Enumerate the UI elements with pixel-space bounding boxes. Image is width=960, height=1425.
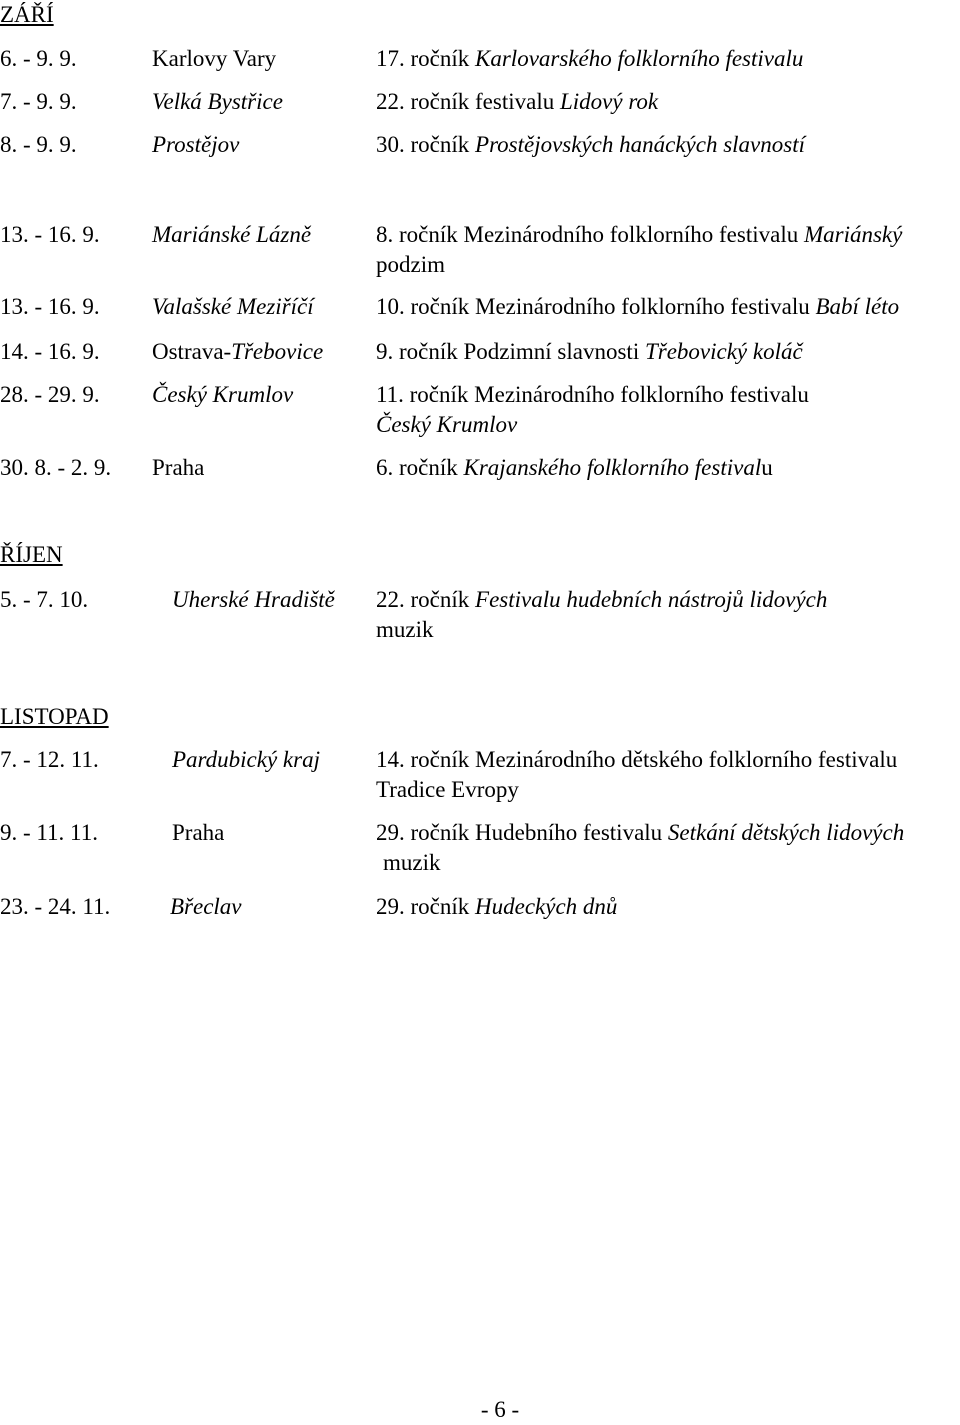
desc-segment: Setkání dětských lidových [667, 820, 905, 845]
event-date: 6. - 9. 9. [0, 46, 77, 71]
month-heading-rijen: ŘÍJEN [0, 542, 63, 567]
event-date: 7. - 9. 9. [0, 89, 77, 114]
event-date: 28. - 29. 9. [0, 382, 100, 407]
event-description [376, 892, 617, 922]
event-date: 30. 8. - 2. 9. [0, 455, 112, 480]
desc-segment: Prostějovských hanáckých slavností [475, 132, 806, 157]
event-place: Uherské Hradiště [172, 587, 335, 612]
event-place: Velká Bystřice [152, 89, 283, 114]
desc-segment: u [761, 455, 773, 480]
event-place: Praha [172, 820, 225, 845]
event-description [376, 585, 827, 615]
desc-segment: 9. ročník Podzimní slavnosti [376, 339, 645, 364]
month-heading-listopad: LISTOPAD [0, 704, 109, 729]
event-place: Pardubický kraj [172, 747, 320, 772]
desc-segment: 29. ročník Hudebního festivalu [376, 820, 668, 845]
desc-segment: Krajanského folklorního festival [463, 455, 762, 480]
event-description [376, 453, 773, 483]
desc-segment: 22. ročník festivalu [376, 89, 560, 114]
event-date: 8. - 9. 9. [0, 132, 77, 157]
desc-segment: 29. ročník [376, 894, 476, 919]
event-date: 13. - 16. 9. [0, 294, 100, 319]
event-date: 9. - 11. 11. [0, 820, 98, 845]
event-description-continued: muzik [383, 850, 441, 875]
event-place: Prostějov [152, 132, 240, 157]
event-place: Praha [152, 455, 205, 480]
page-number: - 6 - [480, 1397, 520, 1422]
event-place: Valašské Meziříčí [152, 294, 314, 319]
event-description-continued: Český Krumlov [376, 412, 518, 437]
desc-segment: 30. ročník [376, 132, 476, 157]
month-heading-zari: ZÁŘÍ [0, 2, 54, 27]
event-place: Mariánské Lázně [152, 222, 312, 247]
event-description: 11. ročník Mezinárodního folklorního festivalu [376, 382, 809, 407]
desc-segment: Mariánský [803, 222, 903, 247]
desc-segment: 8. ročník Mezinárodního folklorního festivalu [376, 222, 804, 247]
desc-segment: Hudeckých dnů [475, 894, 618, 919]
event-description [376, 220, 902, 250]
event-description [376, 337, 803, 367]
event-description-continued: muzik [376, 617, 434, 642]
desc-segment: Lidový rok [559, 89, 659, 114]
desc-segment: 17. ročník [376, 46, 476, 71]
desc-segment: 10. ročník Mezinárodního folklorního festivalu [376, 294, 816, 319]
event-date: 13. - 16. 9. [0, 222, 100, 247]
event-description [376, 818, 904, 848]
event-description [376, 292, 899, 322]
event-date: 14. - 16. 9. [0, 339, 100, 364]
event-date: 5. - 7. 10. [0, 587, 89, 612]
event-description [376, 87, 658, 117]
desc-segment: Karlovarského folklorního festivalu [475, 46, 804, 71]
desc-segment: Babí léto [815, 294, 900, 319]
desc-segment: Festivalu hudebních nástrojů lidových [475, 587, 828, 612]
event-description [376, 44, 803, 74]
desc-segment: 22. ročník [376, 587, 476, 612]
place-segment: Třebovice [231, 339, 324, 364]
event-place: Karlovy Vary [152, 46, 277, 71]
place-segment: Ostrava- [152, 339, 232, 364]
event-description-continued: Tradice Evropy [376, 777, 519, 802]
desc-segment: 6. ročník [376, 455, 464, 480]
event-description [376, 130, 805, 160]
event-description: 14. ročník Mezinárodního dětského folklorního festivalu [376, 747, 898, 772]
event-place: Český Krumlov [152, 382, 294, 407]
event-place: Břeclav [170, 894, 242, 919]
event-date: 23. - 24. 11. [0, 894, 111, 919]
event-date: 7. - 12. 11. [0, 747, 99, 772]
desc-segment: Třebovický koláč [644, 339, 803, 364]
event-description-continued: podzim [376, 252, 445, 277]
event-place [152, 337, 323, 367]
